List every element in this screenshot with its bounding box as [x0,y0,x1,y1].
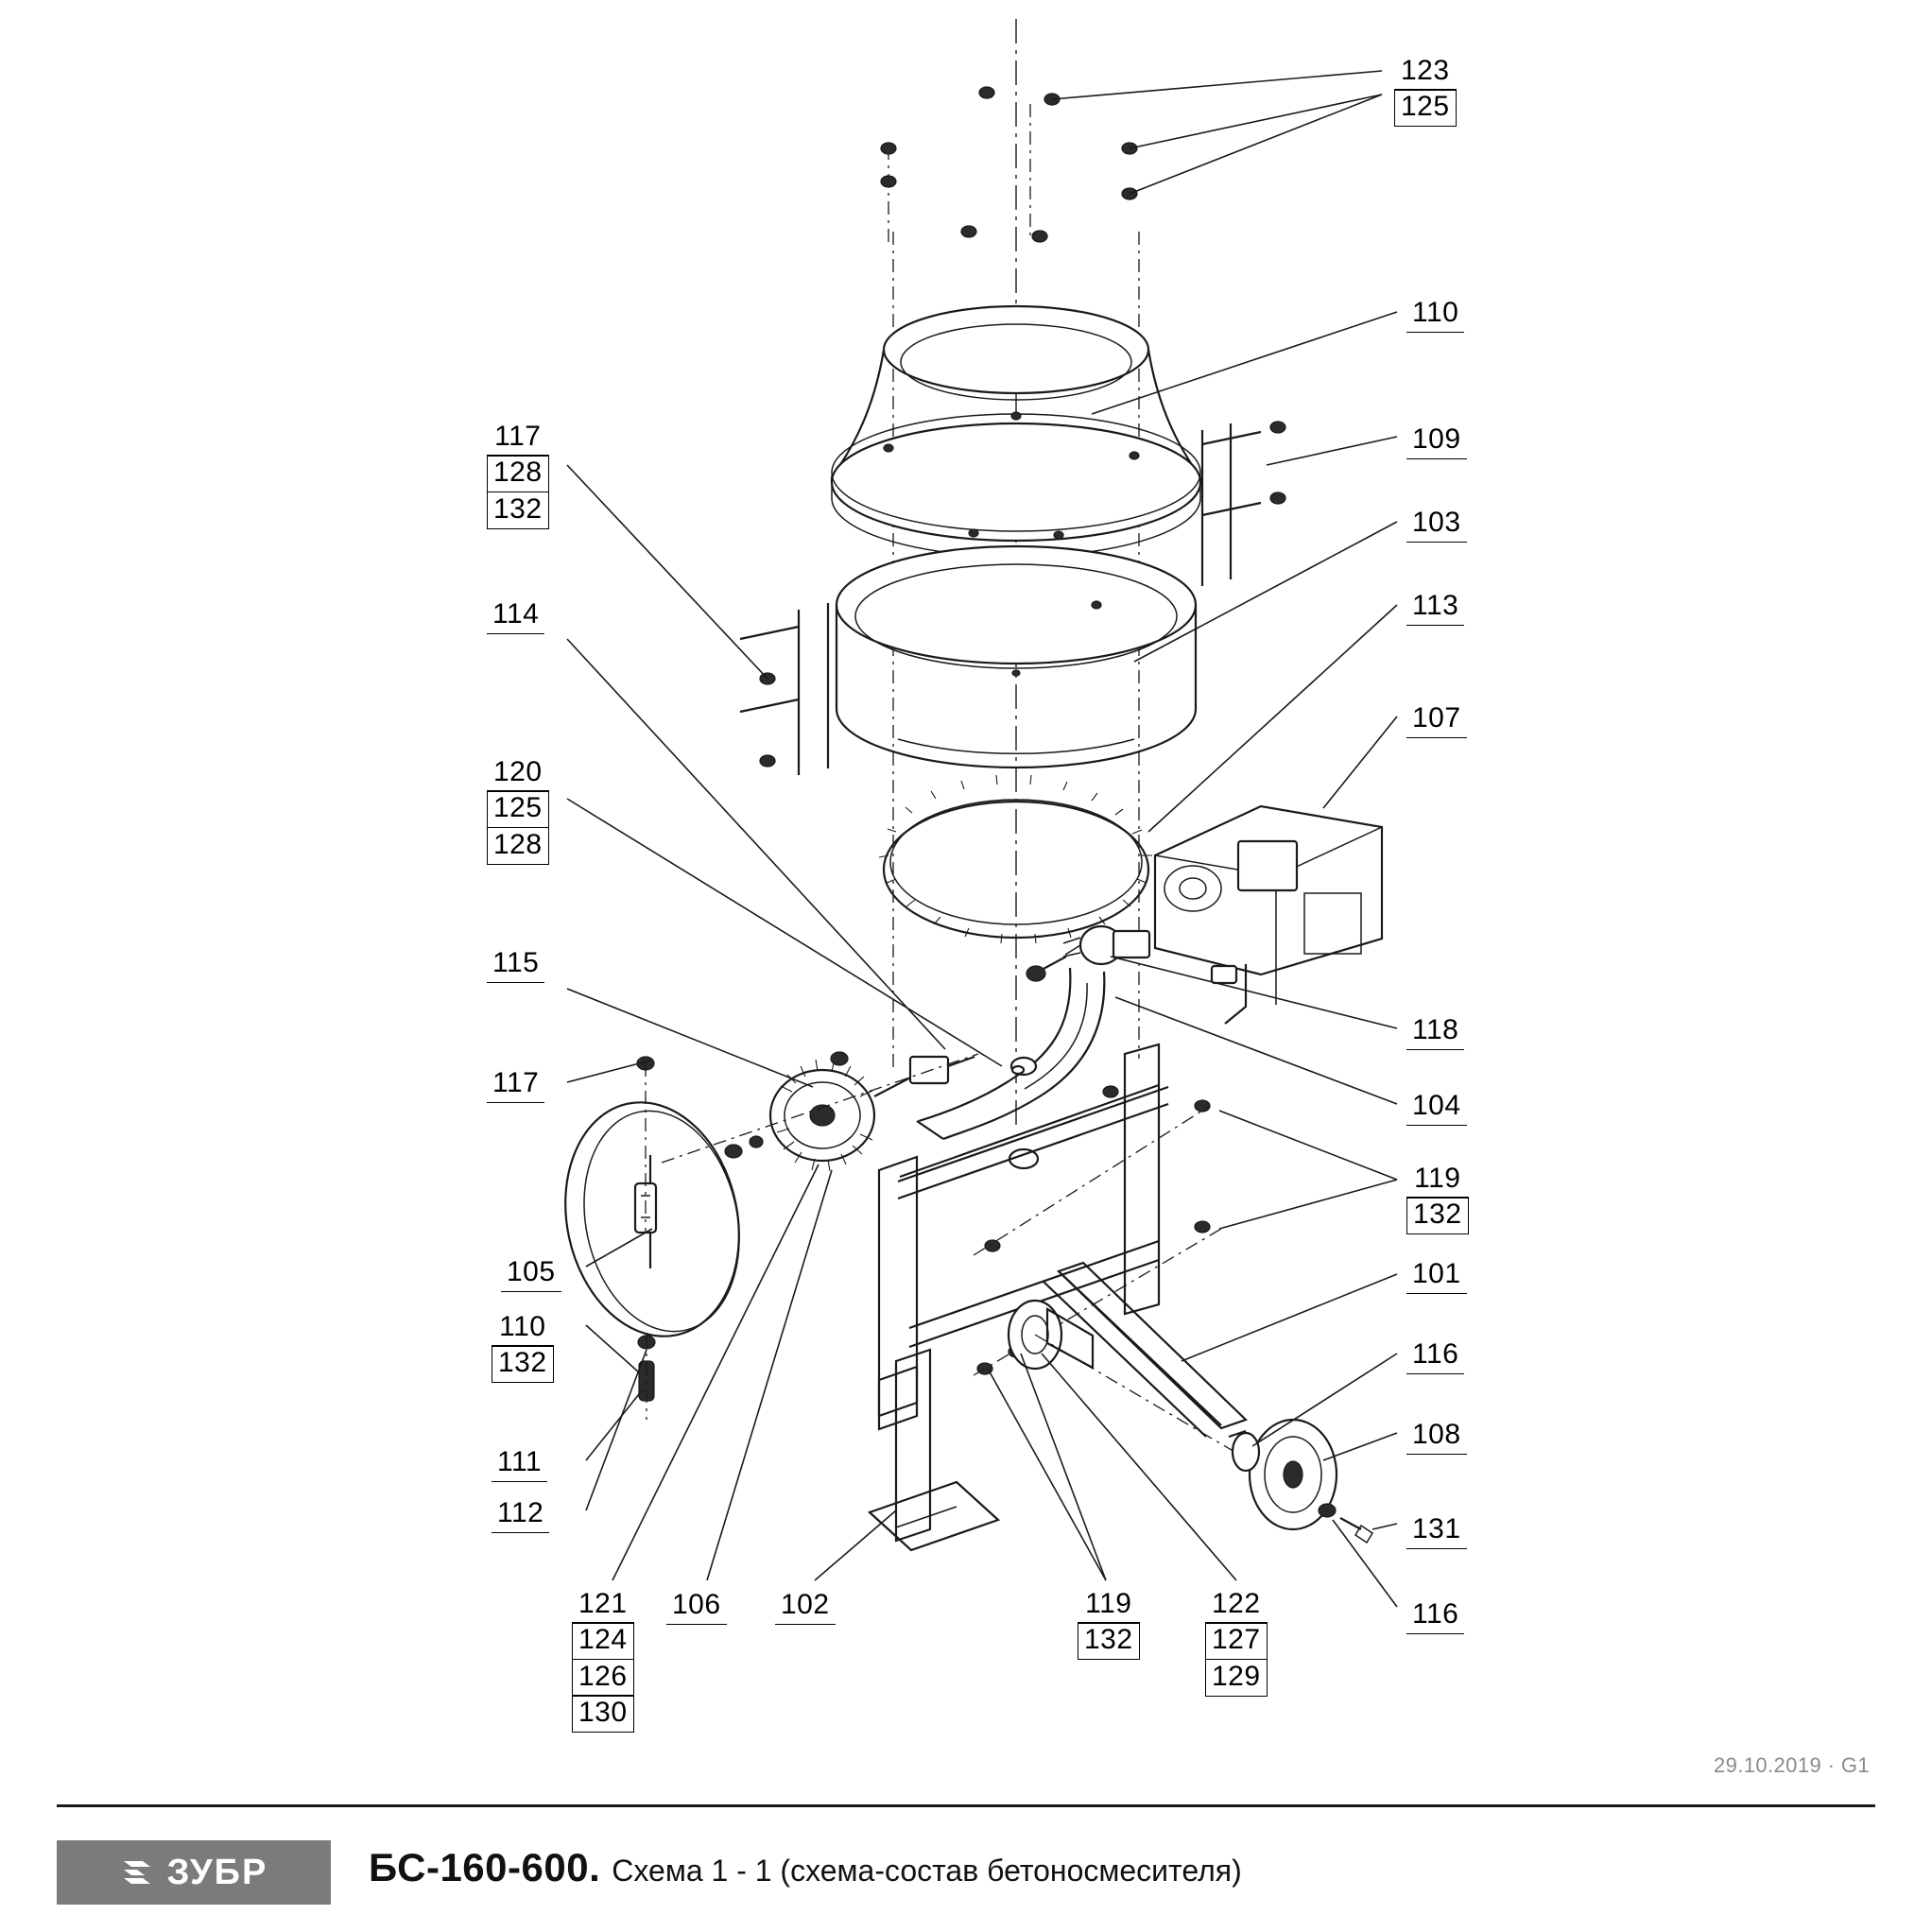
callout-number: 127 [1205,1622,1268,1660]
callout-number: 110 [1406,296,1464,333]
callout-122-127-129 [1205,1588,1268,1697]
callout-number: 104 [1406,1089,1467,1126]
callout-number: 116 [1406,1597,1464,1634]
callout-108 [1406,1418,1467,1455]
callout-number: 102 [775,1588,836,1625]
callout-number: 121 [572,1587,634,1624]
callout-number: 120 [487,755,549,792]
drum-upper-cone [832,306,1200,557]
callout-101 [1406,1257,1467,1294]
callout-number: 128 [487,827,549,865]
callout-number: 115 [487,946,544,983]
handle-right [1202,422,1285,586]
callout-number: 125 [487,790,549,828]
callout-number: 130 [572,1695,634,1733]
callout-number: 109 [1406,423,1467,459]
callout-number: 111 [492,1445,547,1482]
callout-number: 126 [572,1659,634,1697]
tilt-guard-disc [544,1057,760,1420]
callout-120-125-128 [487,756,549,865]
transport-wheel [1229,1420,1372,1543]
handle-left [740,603,828,775]
brand-name: ЗУБР [166,1852,268,1892]
callout-131 [1406,1512,1467,1549]
callout-117-128-132 [487,421,549,529]
fastener-group-top [881,87,1137,242]
callout-number: 132 [1406,1197,1469,1234]
callout-107 [1406,701,1467,738]
callout-number: 128 [487,455,549,492]
callout-number: 132 [492,1345,554,1383]
callout-104 [1406,1089,1467,1126]
callout-number: 117 [487,1066,544,1103]
callout-number: 108 [1406,1418,1467,1455]
callout-114 [487,597,544,634]
callout-number: 103 [1406,506,1467,543]
callout-number: 110 [492,1310,554,1347]
callout-110-132 [492,1311,554,1383]
date-stamp: 29.10.2019 · G1 [1713,1753,1870,1777]
callout-119-132 [1406,1163,1469,1234]
callout-116 [1406,1597,1464,1634]
tilt-handwheel [662,1052,978,1171]
stand-frame [870,1044,1246,1550]
centre-pivot-wheel [1009,1301,1257,1465]
callout-116 [1406,1337,1464,1374]
callout-number: 106 [666,1588,727,1625]
callout-112 [492,1496,549,1533]
callout-number: 116 [1406,1337,1464,1374]
scheme-caption: Схема 1 - 1 (схема-состав бетоносмесителя) [612,1854,1242,1888]
callout-number: 131 [1406,1512,1467,1549]
callout-number: 107 [1406,701,1467,738]
callout-number: 101 [1406,1257,1467,1294]
callout-113 [1406,589,1464,626]
brand-logo [57,1840,331,1905]
callout-number: 124 [572,1622,634,1660]
callout-number: 122 [1205,1587,1268,1624]
callout-number: 117 [487,420,549,457]
callout-number: 112 [492,1496,549,1533]
footer-divider [57,1804,1875,1807]
zubr-arrow-icon [120,1856,158,1889]
motor-gearbox [1155,806,1382,1024]
callout-111 [492,1445,547,1482]
callout-number: 119 [1078,1587,1140,1624]
callout-118 [1406,1013,1464,1050]
callout-117 [487,1066,544,1103]
callout-109 [1406,423,1467,459]
callout-119-132 [1078,1588,1140,1660]
callout-number: 132 [487,492,549,529]
callout-103 [1406,506,1467,543]
title-block [369,1845,1242,1890]
callout-102 [775,1588,836,1625]
callout-105 [501,1255,561,1292]
callout-number: 129 [1205,1659,1268,1697]
callout-115 [487,946,544,983]
callout-106 [666,1588,727,1625]
callout-number: 118 [1406,1013,1464,1050]
callout-number: 114 [487,597,544,634]
model-number: БС-160-600. [369,1845,601,1889]
callout-number: 113 [1406,589,1464,626]
callout-number: 119 [1406,1162,1469,1199]
callout-121-124-126-130 [572,1588,634,1733]
callout-number: 132 [1078,1622,1140,1660]
callout-123-125 [1394,55,1457,127]
callout-number: 125 [1394,89,1457,127]
callout-110 [1406,296,1464,333]
callout-number: 105 [501,1255,561,1292]
callout-number: 123 [1394,54,1457,91]
pinion-shaft [1026,926,1149,981]
